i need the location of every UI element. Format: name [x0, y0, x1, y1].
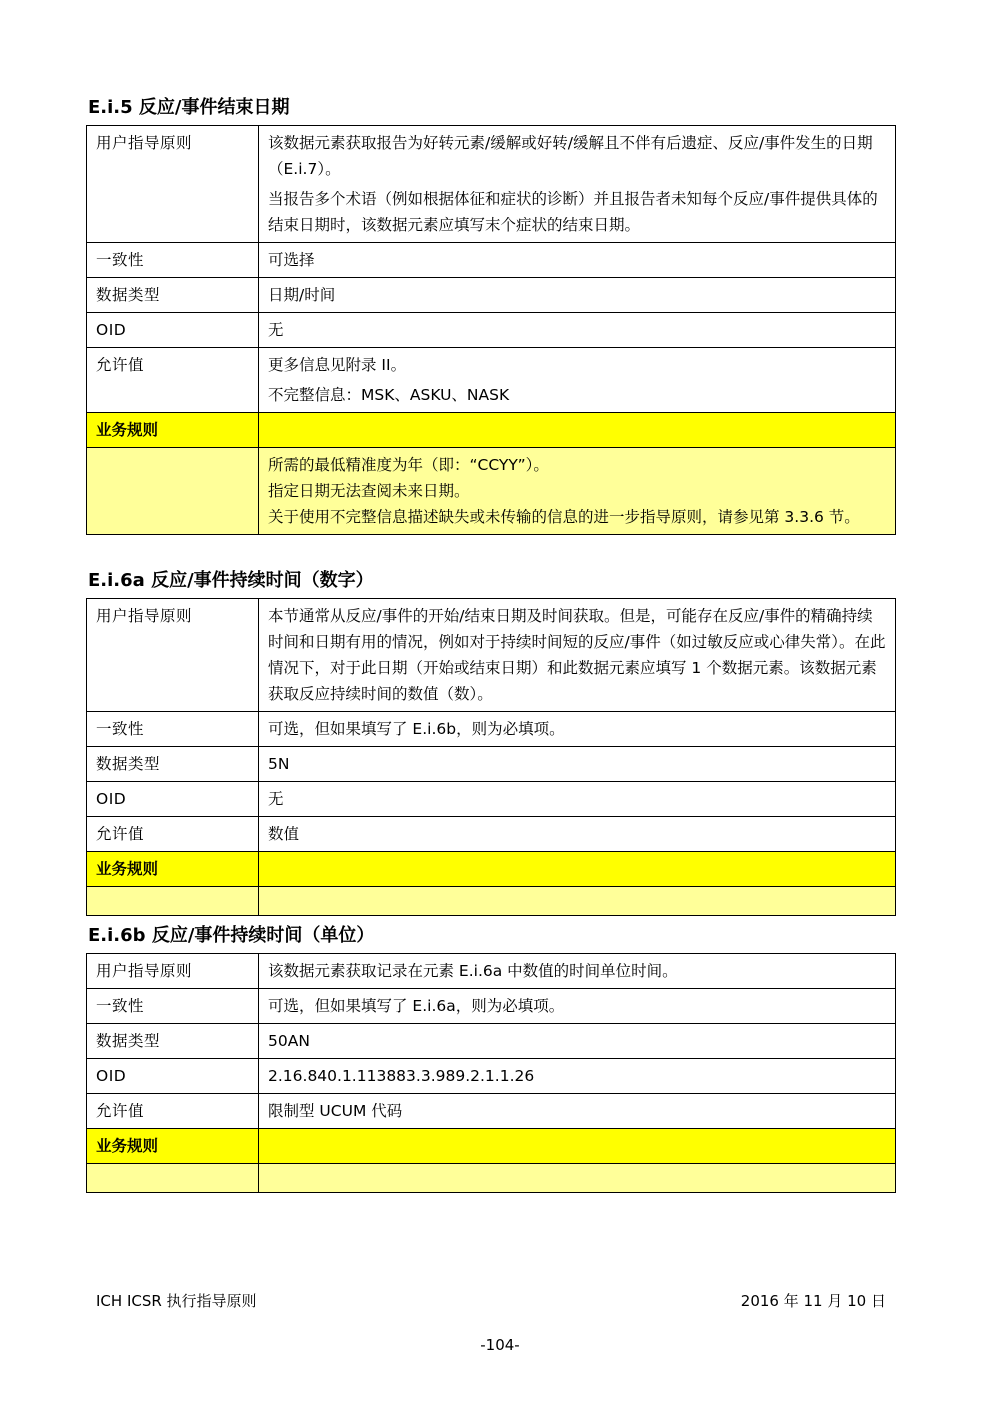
row-value: 限制型 UCUM 代码	[259, 1094, 896, 1129]
paragraph: 更多信息见附录 II。	[268, 356, 407, 374]
business-rules-label: 业务规则	[87, 852, 259, 887]
section-title: E.i.6a 反应/事件持续时间（数字）	[88, 570, 374, 591]
paragraph: 当报告多个术语（例如根据体征和症状的诊断）并且报告者未知每个反应/事件提供具体的结束日期时，该数据元素应填写末个症状的结束日期。	[268, 190, 878, 234]
row-oid	[87, 313, 896, 348]
business-rules-body-empty	[87, 448, 259, 535]
business-rules-body	[87, 1164, 896, 1193]
row-value: 可选择	[259, 243, 896, 278]
business-rules-body-empty	[87, 887, 259, 916]
row-user-guidance	[87, 126, 896, 243]
row-value: 50AN	[259, 1024, 896, 1059]
section-title: E.i.6b 反应/事件持续时间（单位）	[88, 925, 375, 946]
spec-table	[86, 125, 896, 535]
row-label: OID	[87, 313, 259, 348]
row-label: 数据类型	[87, 747, 259, 782]
row-data-type	[87, 747, 896, 782]
row-label: 数据类型	[87, 1024, 259, 1059]
spec-table	[86, 953, 896, 1193]
page-number: -104-	[480, 1336, 520, 1354]
business-rules-body-empty	[87, 1164, 259, 1193]
section-ei6b	[86, 924, 895, 1193]
paragraph: 不完整信息：MSK、ASKU、NASK	[268, 386, 510, 404]
business-rules-text	[259, 448, 896, 535]
row-label: 用户指导原则	[87, 599, 259, 712]
business-rules-body	[87, 448, 896, 535]
footer-document-title: ICH ICSR 执行指导原则	[96, 1292, 257, 1310]
row-value	[259, 348, 896, 413]
row-label: 用户指导原则	[87, 954, 259, 989]
row-label: 允许值	[87, 817, 259, 852]
row-allowed-values	[87, 817, 896, 852]
row-value: 可选，但如果填写了 E.i.6a，则为必填项。	[259, 989, 896, 1024]
page-footer	[96, 1290, 886, 1312]
row-conformance	[87, 989, 896, 1024]
row-value: 无	[259, 313, 896, 348]
row-conformance	[87, 712, 896, 747]
spec-table	[86, 598, 896, 916]
row-allowed-values	[87, 1094, 896, 1129]
row-label: OID	[87, 782, 259, 817]
row-label: 一致性	[87, 712, 259, 747]
row-value: 本节通常从反应/事件的开始/结束日期及时间获取。但是，可能存在反应/事件的精确持续时间和日期有用的情况，例如对于持续时间短的反应/事件（如过敏反应或心律失常）。在此情况下，对于此日期（开始或结束日期）和此数据元素应填写 1 个数据元素。该数据元素获取反应持续时间的数值（数）。	[259, 599, 896, 712]
row-label: OID	[87, 1059, 259, 1094]
row-oid	[87, 782, 896, 817]
row-value: 该数据元素获取记录在元素 E.i.6a 中数值的时间单位时间。	[259, 954, 896, 989]
business-rules-header	[87, 852, 896, 887]
section-ei6a	[86, 569, 895, 916]
business-rule: 所需的最低精准度为年（即：“CCYY”）。	[268, 456, 549, 474]
row-label: 允许值	[87, 1094, 259, 1129]
row-data-type	[87, 278, 896, 313]
business-rules-label: 业务规则	[87, 1129, 259, 1164]
row-oid	[87, 1059, 896, 1094]
section-title: E.i.5 反应/事件结束日期	[88, 97, 290, 118]
row-conformance	[87, 243, 896, 278]
business-rules-header	[87, 413, 896, 448]
row-user-guidance	[87, 954, 896, 989]
row-user-guidance	[87, 599, 896, 712]
business-rules-text-empty	[259, 1164, 896, 1193]
row-value: 2.16.840.1.113883.3.989.2.1.1.26	[259, 1059, 896, 1094]
business-rules-header-empty	[259, 852, 896, 887]
business-rule: 关于使用不完整信息描述缺失或未传输的信息的进一步指导原则，请参见第 3.3.6 节。	[268, 508, 860, 526]
row-data-type	[87, 1024, 896, 1059]
business-rules-header-empty	[259, 1129, 896, 1164]
row-label: 数据类型	[87, 278, 259, 313]
row-label: 一致性	[87, 243, 259, 278]
row-allowed-values	[87, 348, 896, 413]
row-label: 允许值	[87, 348, 259, 413]
row-label: 用户指导原则	[87, 126, 259, 243]
row-value: 日期/时间	[259, 278, 896, 313]
footer-date: 2016 年 11 月 10 日	[740, 1292, 886, 1310]
business-rules-label: 业务规则	[87, 413, 259, 448]
row-value: 数值	[259, 817, 896, 852]
business-rules-body	[87, 887, 896, 916]
business-rules-header-empty	[259, 413, 896, 448]
row-value: 可选，但如果填写了 E.i.6b，则为必填项。	[259, 712, 896, 747]
row-label: 一致性	[87, 989, 259, 1024]
row-value: 无	[259, 782, 896, 817]
section-ei5	[86, 96, 895, 535]
business-rules-text-empty	[259, 887, 896, 916]
business-rule: 指定日期无法查阅未来日期。	[268, 482, 470, 500]
row-value: 5N	[259, 747, 896, 782]
business-rules-header	[87, 1129, 896, 1164]
paragraph: 该数据元素获取报告为好转元素/缓解或好转/缓解且不伴有后遗症、反应/事件发生的日期（E.i.7）。	[268, 134, 873, 178]
row-value	[259, 126, 896, 243]
